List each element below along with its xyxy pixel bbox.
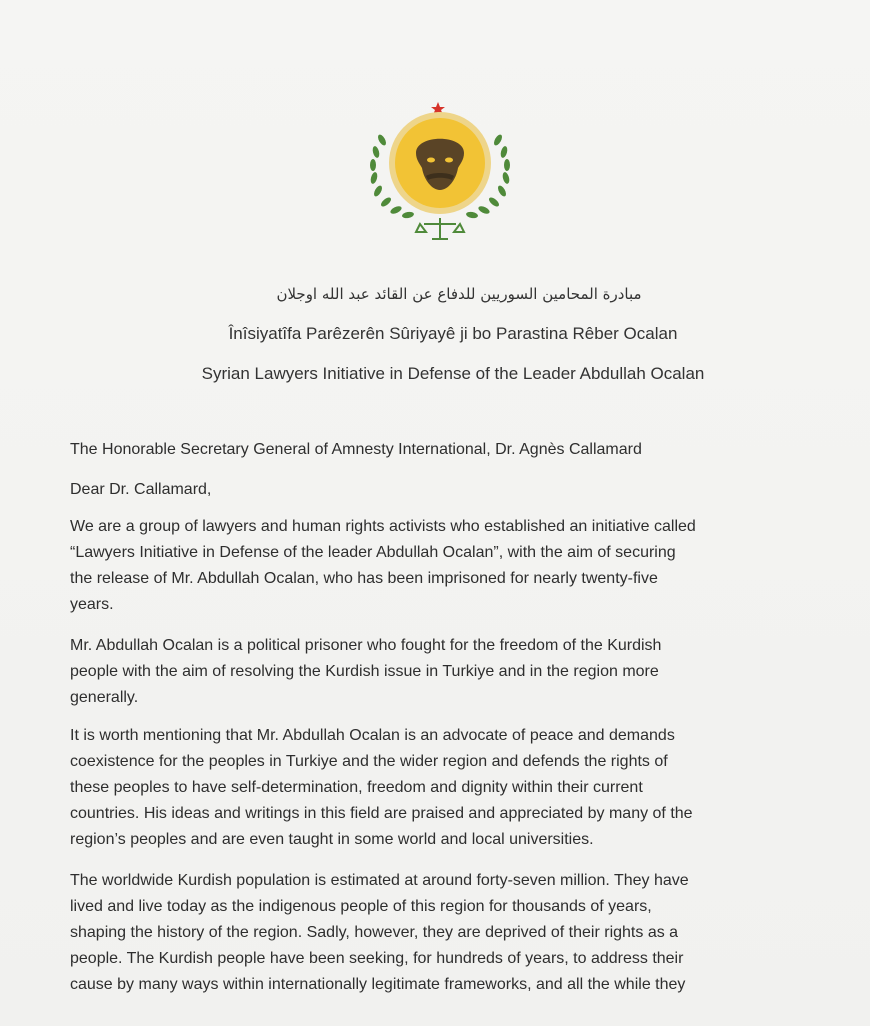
- addressee-line: The Honorable Secretary General of Amnesty International, Dr. Agnès Callamard: [70, 441, 642, 458]
- paragraph-2-line: people with the aim of resolving the Kurdish issue in Turkiye and in the region more: [70, 663, 659, 680]
- portrait-emblem-icon: [360, 98, 520, 243]
- logo-svg: [360, 98, 520, 243]
- scales-icon: [416, 218, 464, 239]
- paragraph-3-line: coexistence for the peoples in Turkiye and the wider region and defends the rights of: [70, 753, 668, 770]
- paragraph-1-line: the release of Mr. Abdullah Ocalan, who has been imprisoned for nearly twenty-five: [70, 570, 658, 587]
- paragraph-3-line: these peoples to have self-determination, freedom and dignity within their current: [70, 779, 643, 796]
- paragraph-3-line: region’s peoples and are even taught in some world and local universities.: [70, 831, 594, 848]
- header-english: Syrian Lawyers Initiative in Defense of the Leader Abdullah Ocalan: [201, 364, 705, 383]
- salutation: Dear Dr. Callamard,: [70, 481, 212, 498]
- paragraph-4: [70, 868, 830, 998]
- header-arabic: مبادرة المحامين السوريين للدفاع عن القائد عبد الله اوجلان: [276, 285, 642, 303]
- paragraph-4-line: people. The Kurdish people have been seeking, for hundreds of years, to address their: [70, 950, 684, 967]
- paragraph-3-line: countries. His ideas and writings in this field are praised and appreciated by many of the: [70, 805, 693, 822]
- header-kurdish: Înîsiyatîfa Parêzerên Sûriyayê ji bo Parastina Rêber Ocalan: [228, 324, 678, 343]
- paragraph-4-line: cause by many ways within internationally legitimate frameworks, and all the while they: [70, 976, 686, 993]
- paragraph-4-line: The worldwide Kurdish population is estimated at around forty-seven million. They have: [70, 872, 689, 889]
- paragraph-4-line: shaping the history of the region. Sadly, however, they are deprived of their rights as a: [70, 924, 679, 941]
- paragraph-2-line: generally.: [70, 689, 139, 706]
- paragraph-1-line: “Lawyers Initiative in Defense of the leader Abdullah Ocalan”, with the aim of securing: [70, 544, 676, 561]
- paragraph-1-line: years.: [70, 596, 114, 613]
- paragraph-3-line: It is worth mentioning that Mr. Abdullah Ocalan is an advocate of peace and demands: [70, 727, 675, 744]
- paragraph-2-line: Mr. Abdullah Ocalan is a political prisoner who fought for the freedom of the Kurdish: [70, 637, 662, 654]
- paragraph-1-line: We are a group of lawyers and human rights activists who established an initiative called: [70, 518, 696, 535]
- paragraph-4-line: lived and live today as the indigenous people of this region for thousands of years,: [70, 898, 652, 915]
- paragraph-3: [70, 723, 830, 853]
- paragraph-2: [70, 633, 830, 711]
- paragraph-1: [70, 514, 830, 618]
